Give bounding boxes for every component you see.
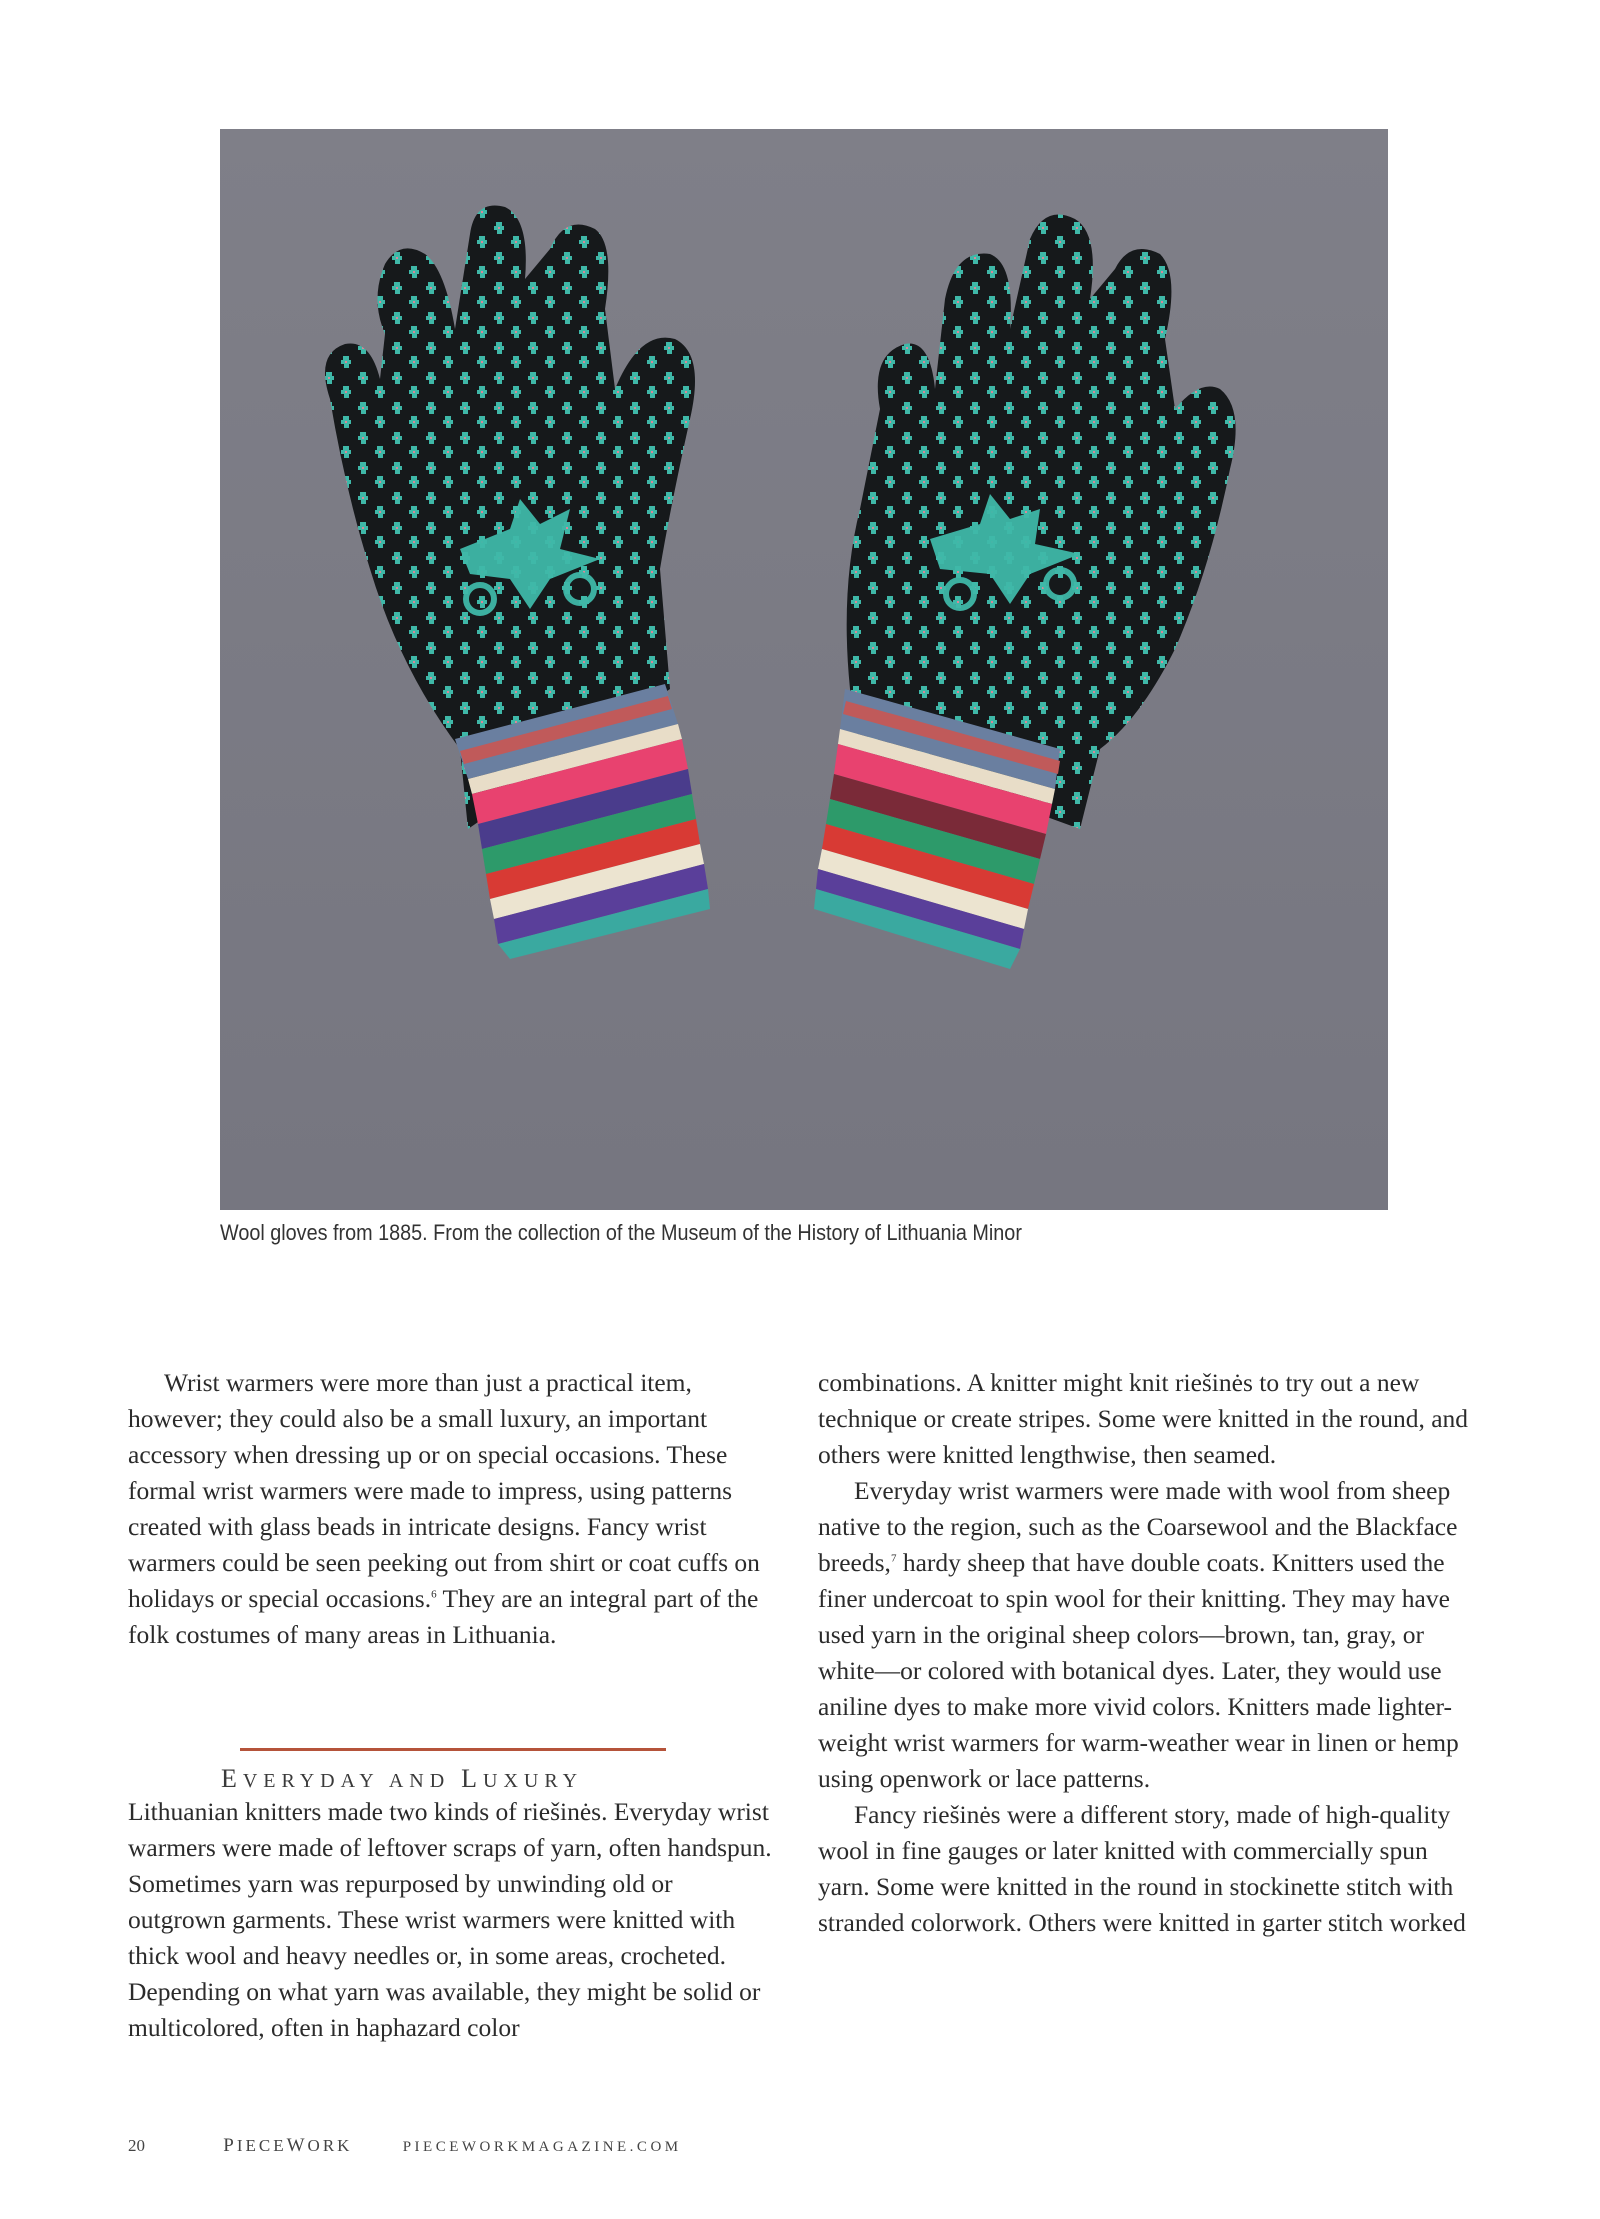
- right-column: [818, 1365, 1478, 1941]
- left-column: [128, 1365, 776, 1653]
- section-rule: [240, 1748, 666, 1751]
- paragraph: Everyday wrist warmers were made with wool from sheep native to the region, such as the Coarsewool and the Blackface breeds,$^7$ hardy sheep that have double coats. Knitters used the finer undercoat to spin wool for their knitting. They may have used yarn in the original sheep colors—brown, tan, gray, or white—or colored with botanical dyes. Later, they would use aniline dyes to make more vivid colors. Knitters made lighter-weight wrist warmers for warm-weather wear in linen or hemp using openwork or lace patterns.: [818, 1476, 1459, 1793]
- gloves-illustration: [220, 129, 1388, 1210]
- paragraph: Lithuanian knitters made two kinds of riešinės. Everyday wrist warmers were made of leftover scraps of yarn, often handspun. Sometimes yarn was repurposed by unwinding old or outgrown garments. These wrist warmers were knitted with thick wool and heavy needles or, in some areas, crocheted. Depending on what yarn was available, they might be solid or multicolored, often in haphazard color: [128, 1797, 772, 2042]
- left-column-section: [128, 1794, 776, 2046]
- section-heading: EVERYDAY AND LUXURY: [220, 1764, 584, 1793]
- magazine-url: PIECEWORKMAGAZINE.COM: [402, 2139, 682, 2155]
- gloves-photo: [220, 129, 1388, 1210]
- footnote-marker: 7: [890, 1552, 897, 1565]
- paragraph: combinations. A knitter might knit riešinės to try out a new technique or create stripes. Some were knitted in the round, and others were knitted lengthwise, then seamed.: [818, 1368, 1469, 1469]
- page-number: 20: [128, 2136, 145, 2155]
- footnote-marker: 6: [431, 1588, 437, 1601]
- figure-caption: Wool gloves from 1885. From the collection of the Museum of the History of Lithuania Minor: [220, 1220, 1022, 1245]
- magazine-name: PIECEWORK: [223, 2135, 353, 2156]
- paragraph: Wrist warmers were more than just a practical item, however; they could also be a small luxury, an important accessory when dressing up or on special occasions. These formal wrist warmers were made to impress, using patterns created with glass beads in intricate designs. Fancy wrist warmers could be seen peeking out from shirt or coat cuffs on holidays or special occasions.$^6$ They are an integral part of the folk costumes of many areas in Lithuania.: [128, 1368, 760, 1649]
- page-footer: [128, 2135, 682, 2157]
- paragraph: Fancy riešinės were a different story, made of high-quality wool in fine gauges or later knitted with commercially spun yarn. Some were knitted in the round in stockinette stitch with stranded colorwork. Others were knitted in garter stitch worked: [818, 1800, 1466, 1937]
